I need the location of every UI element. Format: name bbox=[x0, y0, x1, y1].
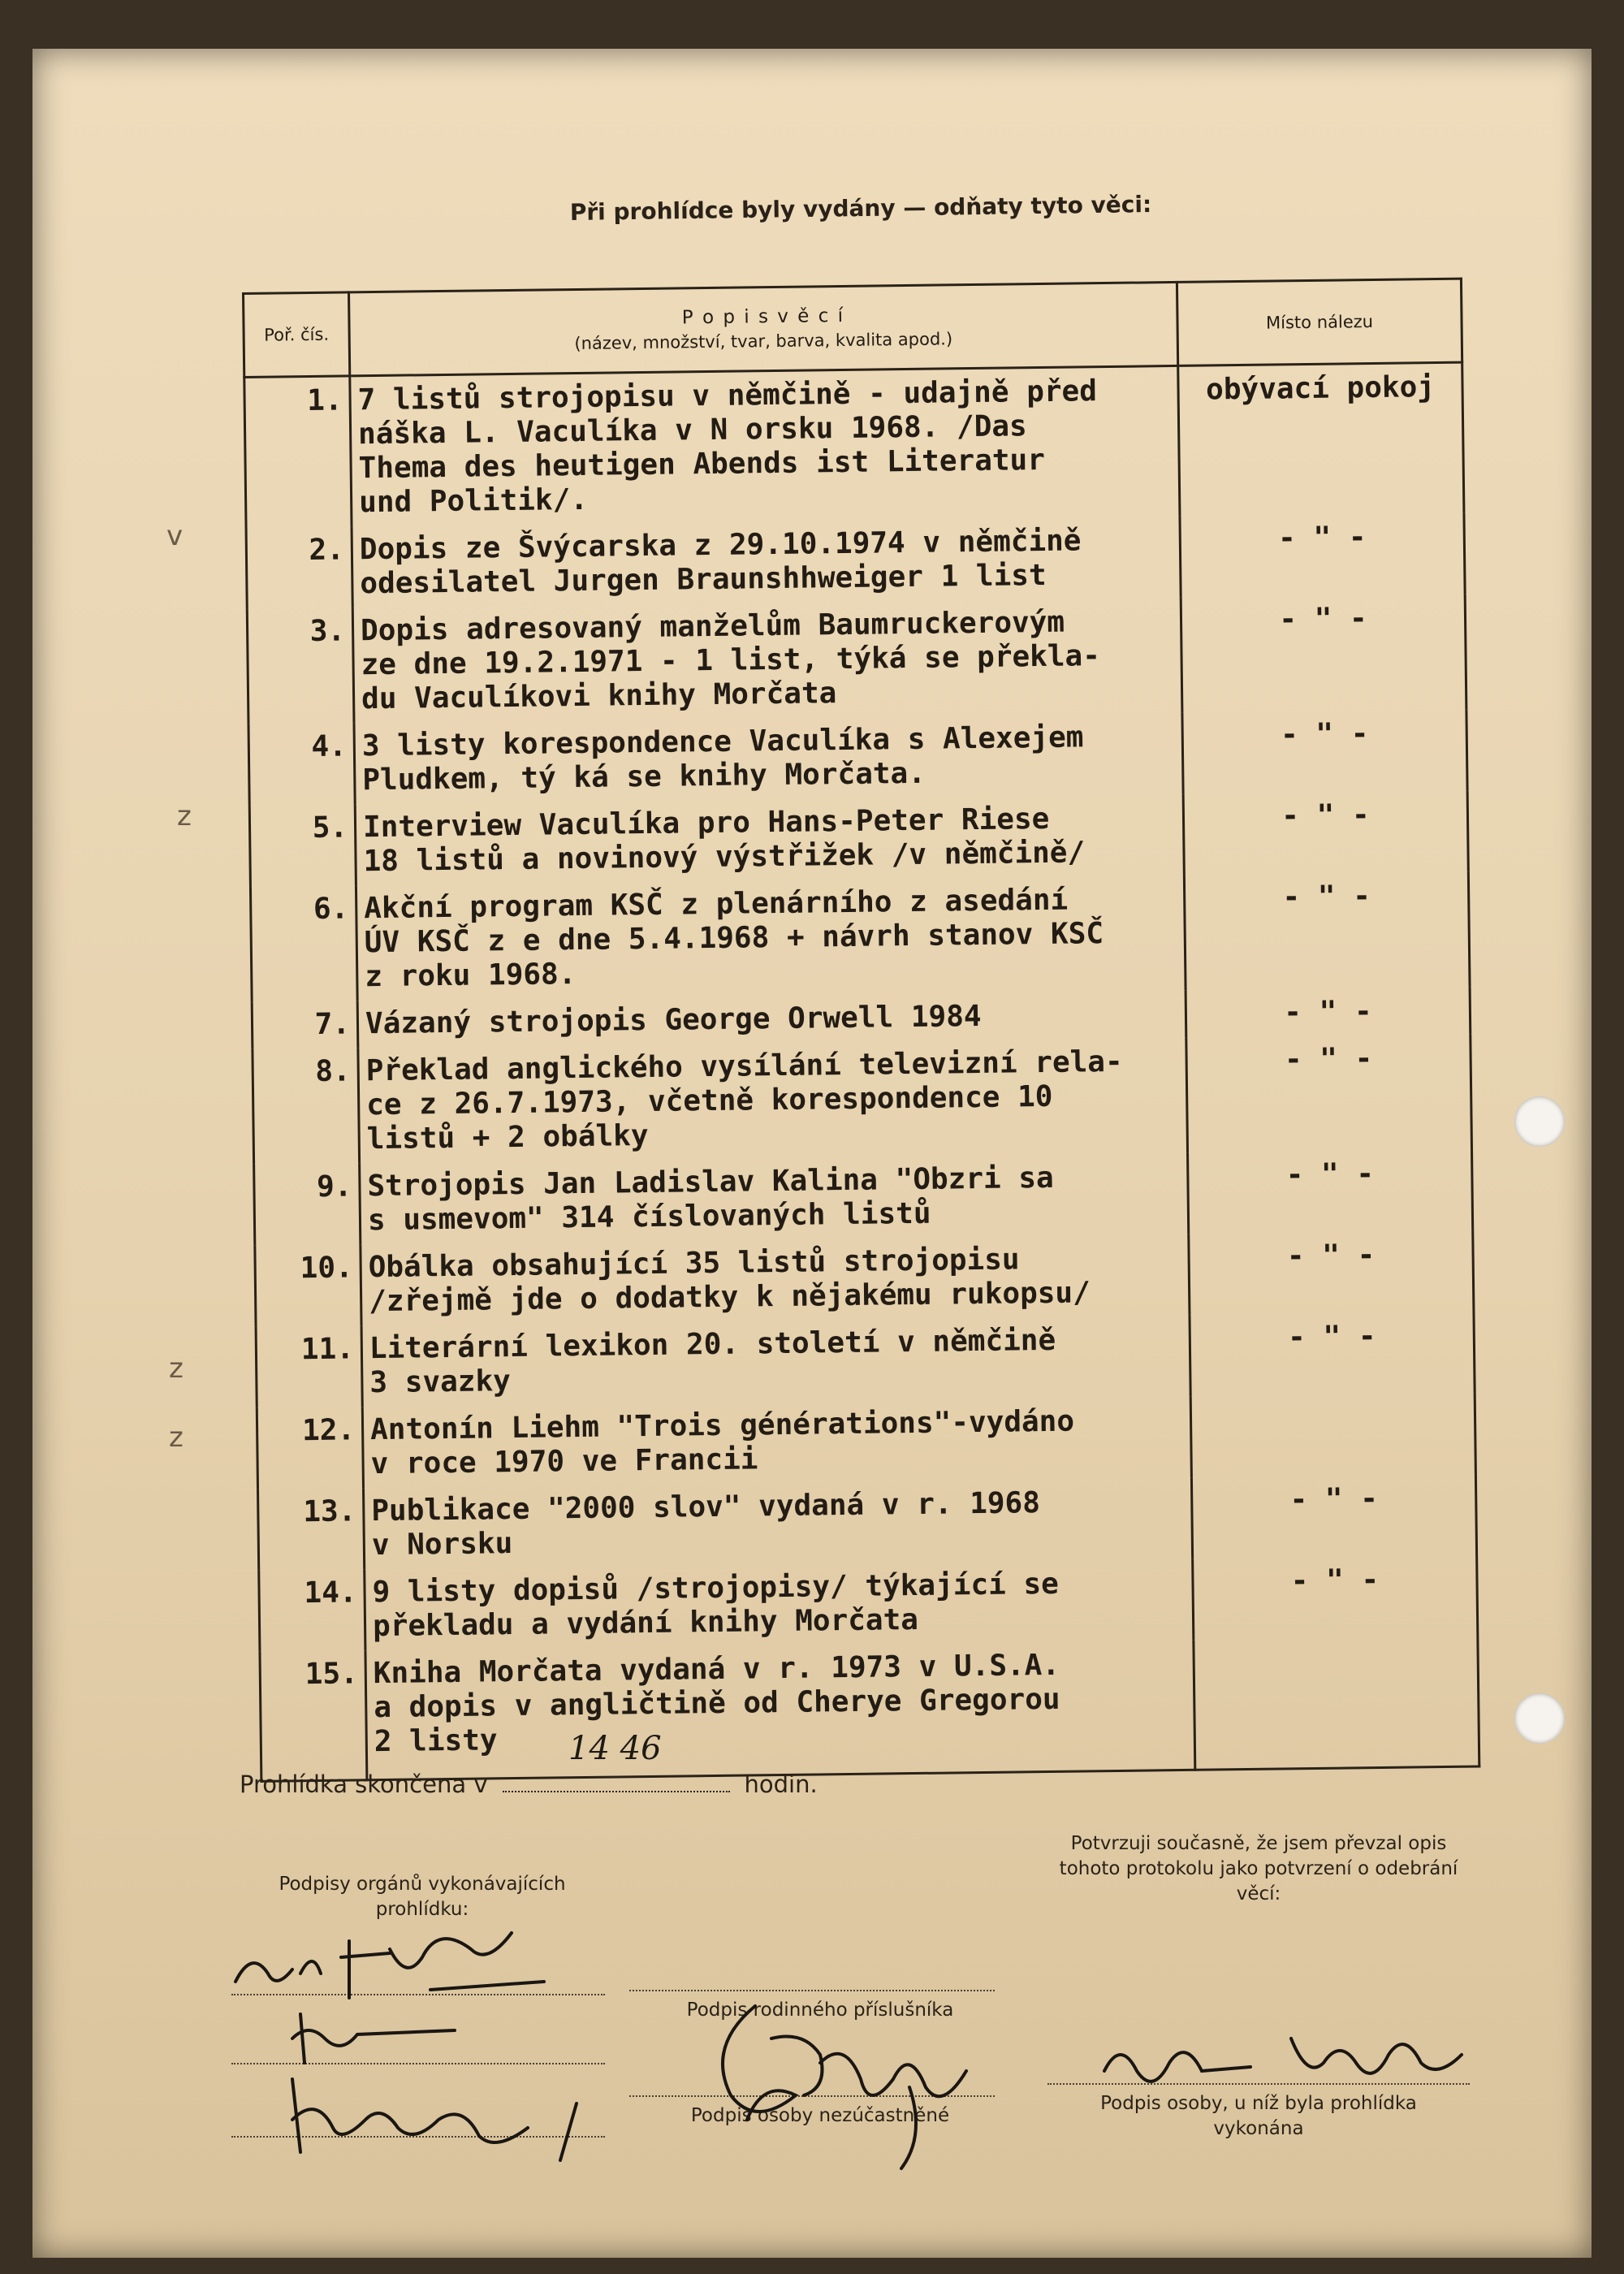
description-line: Literární lexikon 20. století v němčině bbox=[369, 1323, 1056, 1366]
row-location: - " - bbox=[1188, 1150, 1473, 1234]
document-heading: Při prohlídce byly vydány — odňaty tyto věci: bbox=[569, 191, 1152, 226]
family-signature bbox=[666, 1990, 1007, 2177]
row-description bbox=[363, 1478, 1192, 1569]
description-line: Interview Vaculíka pro Hans-Peter Riese bbox=[362, 802, 1050, 845]
row-description bbox=[352, 598, 1182, 723]
person-signature-label: Podpis osoby, u níž byla prohlídka vykonána bbox=[1100, 2093, 1417, 2140]
search-end-label: Prohlídka skončena v bbox=[240, 1770, 488, 1798]
row-description bbox=[361, 1234, 1190, 1325]
margin-check-mark: v bbox=[166, 520, 184, 552]
row-description bbox=[355, 794, 1184, 885]
row-description bbox=[350, 365, 1180, 526]
table-row bbox=[260, 1637, 1479, 1782]
document-sheet bbox=[32, 49, 1592, 2258]
row-number: 13. bbox=[258, 1488, 365, 1571]
row-description bbox=[352, 517, 1181, 607]
row-location: obývací pokoj bbox=[1178, 362, 1464, 517]
description-line: a dopis v angličtině od Cherye Gregorou bbox=[374, 1682, 1060, 1725]
description-line: Antonín Liehm "Trois générations"-vydáno bbox=[369, 1404, 1075, 1447]
table-row bbox=[256, 1312, 1475, 1408]
description-line: und Politik/. bbox=[358, 482, 589, 520]
table-row bbox=[259, 1556, 1478, 1652]
description-line: Obálka obsahující 35 listů strojopisu bbox=[368, 1243, 1020, 1285]
description-line: 3 svazky bbox=[369, 1364, 512, 1400]
dotted-fill-line bbox=[503, 1791, 730, 1792]
description-line: ze dne 19.2.1971 - 1 list, týká se překla- bbox=[361, 639, 1101, 682]
description-line: 9 listy dopisů /strojopisy/ týkající se bbox=[372, 1567, 1060, 1610]
row-number: 2. bbox=[246, 526, 352, 609]
row-location bbox=[1190, 1394, 1475, 1478]
margin-z-mark: z bbox=[177, 800, 192, 832]
row-location: - " - bbox=[1190, 1312, 1475, 1397]
organs-signature-label: Podpisy orgánů vykonávajících prohlídku: bbox=[279, 1874, 566, 1921]
margin-z-mark: z bbox=[169, 1421, 184, 1454]
row-description bbox=[365, 1641, 1195, 1780]
table-row bbox=[257, 1394, 1475, 1489]
description-line: du Vaculíkovi knihy Morčata bbox=[361, 677, 837, 716]
organ-signature-3 bbox=[276, 2071, 617, 2168]
row-number: 8. bbox=[253, 1048, 360, 1165]
row-description bbox=[356, 875, 1186, 1001]
row-number: 9. bbox=[254, 1163, 361, 1246]
row-location: - " - bbox=[1186, 1035, 1472, 1153]
table-row bbox=[250, 872, 1470, 1002]
row-location: - " - bbox=[1186, 988, 1471, 1038]
description-line: 7 listů strojopisu v němčině - udajně před bbox=[357, 374, 1098, 417]
row-description bbox=[360, 1153, 1189, 1244]
description-line: Publikace "2000 slov" vydaná v r. 1968 bbox=[371, 1486, 1041, 1528]
description-line: Dopis ze Švýcarska z 29.10.1974 v němčině bbox=[359, 524, 1082, 567]
row-location: - " - bbox=[1184, 872, 1470, 991]
table-row bbox=[258, 1475, 1477, 1571]
row-number: 15. bbox=[260, 1650, 367, 1781]
header-description bbox=[349, 282, 1178, 375]
items-body bbox=[244, 362, 1479, 1781]
header-description-subtitle: (název, množství, tvar, barva, kvalita apod.) bbox=[574, 329, 953, 354]
margin-z-mark: z bbox=[169, 1352, 184, 1385]
description-line: Strojopis Jan Ladislav Kalina "Obzri sa bbox=[367, 1161, 1054, 1204]
table-row bbox=[244, 362, 1464, 528]
header-description-title: P o p i s v ě c í bbox=[681, 305, 845, 329]
handwritten-end-time: 14 46 bbox=[568, 1730, 662, 1767]
row-number: 10. bbox=[255, 1244, 361, 1327]
table-row bbox=[246, 513, 1465, 609]
description-line: v roce 1970 ve Francii bbox=[370, 1442, 758, 1481]
row-location: - " - bbox=[1182, 710, 1467, 794]
description-line: Kniha Morčata vydaná v r. 1973 v U.S.A. bbox=[373, 1648, 1060, 1691]
table-row bbox=[249, 791, 1468, 887]
row-description bbox=[358, 1038, 1188, 1163]
row-number: 6. bbox=[250, 885, 357, 1002]
neutral-signature-label: Podpis osoby nezúčastněné bbox=[690, 2105, 950, 2126]
row-location: - " - bbox=[1183, 791, 1468, 875]
row-location: - " - bbox=[1181, 594, 1466, 713]
family-signature-label: Podpis rodinného příslušníka bbox=[686, 1999, 954, 2021]
row-number: 3. bbox=[247, 607, 354, 724]
row-location bbox=[1194, 1637, 1479, 1770]
description-line: ce z 26.7.1973, včetně korespondence 10 bbox=[365, 1079, 1053, 1122]
description-line: v Norsku bbox=[371, 1527, 513, 1563]
description-line: Překlad anglického vysílání televizní rela- bbox=[365, 1044, 1123, 1088]
table-header-row bbox=[244, 279, 1462, 377]
items-table bbox=[242, 278, 1480, 1783]
row-description bbox=[361, 1316, 1190, 1407]
row-location: - " - bbox=[1191, 1475, 1476, 1559]
description-line: Vázaný strojopis George Orwell 1984 bbox=[365, 999, 982, 1041]
row-number: 7. bbox=[252, 1001, 358, 1049]
description-line: Dopis adresovaný manželům Baumruckerovým bbox=[360, 605, 1065, 648]
description-line: Akční program KSČ z plenárního z asedání bbox=[364, 883, 1069, 926]
description-line: překladu a vydání knihy Morčata bbox=[372, 1602, 919, 1644]
description-line: 3 listy korespondence Vaculíka s Alexejem bbox=[361, 720, 1084, 763]
description-line: /zřejmě jde o dodatky k nějakému rukopsu/ bbox=[368, 1276, 1091, 1319]
row-number: 11. bbox=[256, 1325, 362, 1408]
description-line: Pludkem, tý ká se knihy Morčata. bbox=[362, 756, 926, 798]
description-line: listů + 2 obálky bbox=[366, 1118, 649, 1156]
row-description bbox=[362, 1397, 1191, 1488]
person-signature bbox=[1088, 2022, 1478, 2095]
description-line: ÚV KSČ z e dne 5.4.1968 + návrh stanov KSČ bbox=[364, 917, 1104, 960]
row-number: 4. bbox=[248, 723, 355, 806]
row-number: 14. bbox=[259, 1569, 365, 1652]
header-location: Místo nálezu bbox=[1177, 279, 1462, 365]
organ-signature-2 bbox=[284, 2006, 495, 2071]
row-number: 1. bbox=[244, 376, 352, 528]
row-number: 12. bbox=[257, 1407, 363, 1489]
description-line: s usmevom" 314 číslovaných listů bbox=[367, 1196, 931, 1238]
table-row bbox=[255, 1231, 1474, 1327]
description-line: 2 listy bbox=[374, 1723, 498, 1759]
description-line: Thema des heutigen Abends ist Literatur bbox=[358, 443, 1046, 486]
confirmation-text: Potvrzuji současně, že jsem převzal opis tohoto protokolu jako potvrzení o odebrání věcí: bbox=[1059, 1833, 1458, 1905]
organ-signature-1 bbox=[227, 1917, 585, 2006]
row-number: 5. bbox=[249, 804, 356, 887]
search-end-line bbox=[240, 1770, 818, 1798]
description-line: odesilatel Jurgen Braunshhweiger 1 list bbox=[360, 558, 1047, 601]
row-location: - " - bbox=[1189, 1231, 1474, 1316]
punch-hole bbox=[1514, 1693, 1565, 1744]
row-location: - " - bbox=[1193, 1556, 1478, 1641]
description-line: náška L. Vaculíka v N orsku 1968. /Das bbox=[357, 409, 1027, 452]
table-row bbox=[254, 1150, 1473, 1246]
description-line: z roku 1968. bbox=[365, 958, 577, 994]
table-row bbox=[248, 710, 1467, 806]
row-description bbox=[365, 1559, 1194, 1650]
row-location: - " - bbox=[1180, 513, 1465, 598]
row-description bbox=[354, 713, 1183, 804]
table-row bbox=[247, 594, 1466, 724]
header-number: Poř. čís. bbox=[244, 292, 350, 378]
hours-label: hodin. bbox=[744, 1770, 818, 1798]
table-row bbox=[253, 1035, 1472, 1165]
description-line: 18 listů a novinový výstřižek /v němčině/ bbox=[363, 836, 1086, 879]
punch-hole bbox=[1514, 1096, 1565, 1147]
